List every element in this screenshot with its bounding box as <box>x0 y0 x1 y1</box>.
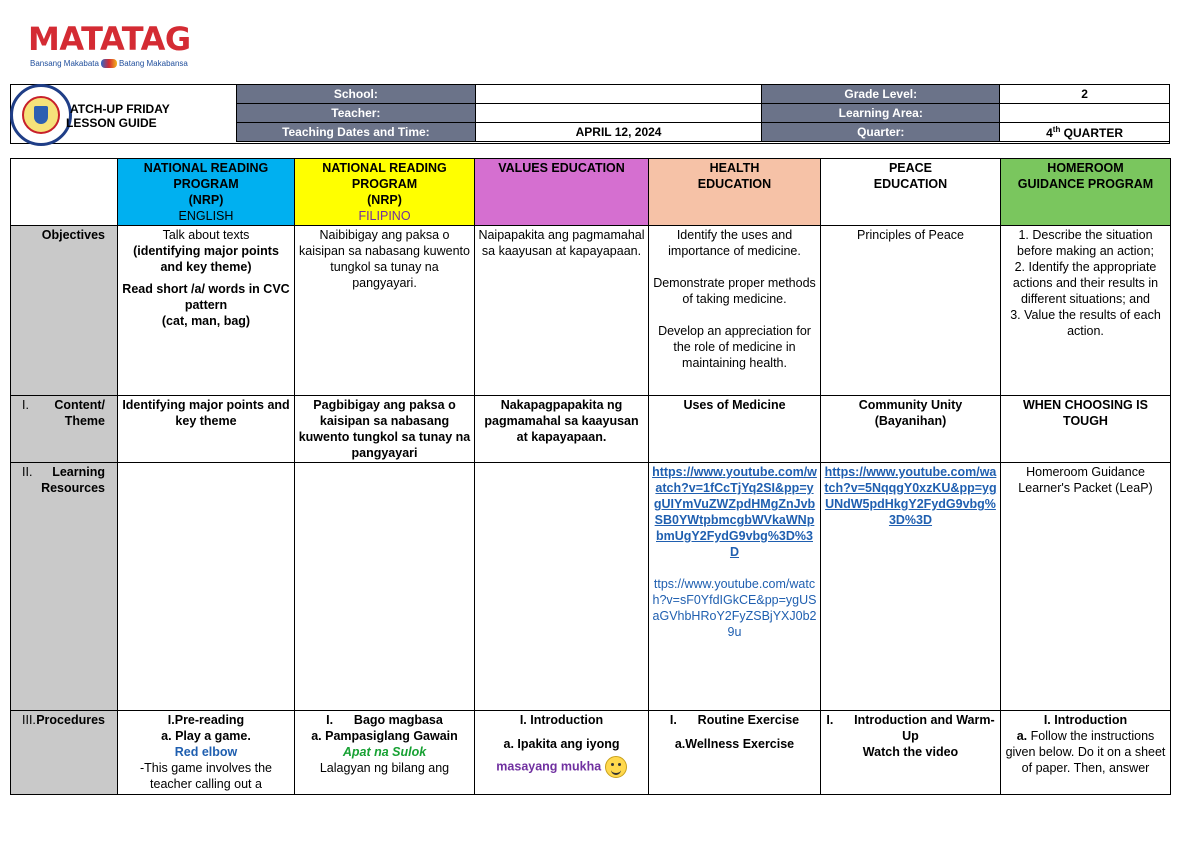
lesson-guide-title <box>66 102 170 130</box>
objectives-filipino: Naibibigay ang paksa o kaisipan sa nabasang kuwento tungkol sa tunay na pangyayari. <box>295 226 475 396</box>
hands-icon <box>101 59 117 68</box>
col-header-values-education: VALUES EDUCATION <box>475 159 649 226</box>
procedures-homeroom: I. Introduction a. Follow the instructions given below. Do it on a sheet of paper. Then, answer <box>1001 711 1171 795</box>
procedures-label: III. Procedures <box>11 711 118 795</box>
school-label: School: <box>237 85 476 104</box>
content-english: Identifying major points and key theme <box>118 396 295 463</box>
procedures-values: I. Introduction a. Ipakita ang iyong masayang mukha <box>475 711 649 795</box>
content-values: Nakapagpapakita ng pagmamahal sa kaayusan at kapayapaan. <box>475 396 649 463</box>
grade-level-label: Grade Level: <box>762 85 1000 104</box>
peace-video-link[interactable]: https://www.youtube.com/watch?v=5NqqgY0xzKU&pp=ygUNdW5pdHkgY2FydG9vbg%3D%3D <box>824 465 997 527</box>
objectives-english: Talk about texts (identifying major points and key theme) Read short /a/ words in CVC pattern (cat, man, bag) <box>118 226 295 396</box>
teacher-label: Teacher: <box>237 104 476 123</box>
resources-row <box>11 463 1171 711</box>
title-line-1: ATCH-UP FRIDAY <box>70 102 170 116</box>
resources-peace <box>821 463 1001 711</box>
quarter-label: Quarter: <box>762 123 1000 142</box>
teacher-value <box>475 104 762 123</box>
objectives-peace: Principles of Peace <box>821 226 1001 396</box>
content-filipino: Pagbibigay ang paksa o kaisipan sa nabasang kuwento tungkol sa tunay na pangyayari <box>295 396 475 463</box>
health-video-link-1[interactable]: https://www.youtube.com/watch?v=1fCcTjYq2SI&pp=ygUIYmVuZWZpdHMgZnJvbSB0YWtpbmcgbWVkaWNpbmUgY2FydG9vbg%3D%3D <box>652 465 817 559</box>
col-header-health-education: HEALTH EDUCATION <box>649 159 821 226</box>
content-label: I. Content/ Theme <box>11 396 118 463</box>
title-line-2: LESSON GUIDE <box>66 116 157 130</box>
column-header-row <box>11 159 1171 226</box>
resources-english <box>118 463 295 711</box>
grade-level-value: 2 <box>1000 85 1170 104</box>
matatag-logo <box>28 22 198 72</box>
resources-label: II. Learning Resources <box>11 463 118 711</box>
deped-seal-icon <box>10 84 72 146</box>
objectives-values: Naipapakita ang pagmamahal sa kaayusan at kapayapaan. <box>475 226 649 396</box>
health-video-link-2[interactable]: ttps://www.youtube.com/watch?v=sF0YfdIGkCE&pp=ygUSaGVhbHRoY2FyZSBjYXJ0b29u <box>652 577 817 639</box>
objectives-homeroom: 1. Describe the situation before making an action; 2. Identify the appropriate actions and their results in different situations; and 3. Value the results of each action. <box>1001 226 1171 396</box>
smiley-face-icon <box>605 756 627 778</box>
brand-name: MATATAG <box>28 20 191 58</box>
col-header-nrp-english: NATIONAL READING PROGRAM (NRP) ENGLISH <box>118 159 295 226</box>
learning-area-value <box>1000 104 1170 123</box>
col-header-peace-education: PEACE EDUCATION <box>821 159 1001 226</box>
procedures-english: I.Pre-reading a. Play a game. Red elbow -This game involves the teacher calling out a <box>118 711 295 795</box>
resources-health <box>649 463 821 711</box>
corner-cell <box>11 159 118 226</box>
resources-filipino <box>295 463 475 711</box>
resources-values <box>475 463 649 711</box>
tagline-right: Batang Makabansa <box>118 59 188 68</box>
objectives-health: Identify the uses and importance of medicine. Demonstrate proper methods of taking medicine. Develop an appreciation for the role of medicine in maintaining health. <box>649 226 821 396</box>
teaching-dates-value: APRIL 12, 2024 <box>475 123 762 142</box>
resources-homeroom: Homeroom Guidance Learner's Packet (LeaP) <box>1001 463 1171 711</box>
teaching-dates-label: Teaching Dates and Time: <box>237 123 476 142</box>
procedures-peace: I. Introduction and Warm-Up Watch the video <box>821 711 1001 795</box>
content-row <box>11 396 1171 463</box>
tagline-left: Bansang Makabata <box>30 59 99 68</box>
objectives-row <box>11 226 1171 396</box>
content-health: Uses of Medicine <box>649 396 821 463</box>
school-value <box>475 85 762 104</box>
col-header-nrp-filipino: NATIONAL READING PROGRAM (NRP) FILIPINO <box>295 159 475 226</box>
procedures-filipino: I. Bago magbasa a. Pampasiglang Gawain Apat na Sulok Lalagyan ng bilang ang <box>295 711 475 795</box>
content-homeroom: WHEN CHOOSING IS TOUGH <box>1001 396 1171 463</box>
col-header-homeroom: HOMEROOM GUIDANCE PROGRAM <box>1001 159 1171 226</box>
content-peace: Community Unity (Bayanihan) <box>821 396 1001 463</box>
procedures-row <box>11 711 1171 795</box>
quarter-value: 4th QUARTER <box>1000 123 1170 142</box>
header-info-table <box>236 84 1170 142</box>
learning-area-label: Learning Area: <box>762 104 1000 123</box>
objectives-label: Objectives <box>11 226 118 396</box>
brand-tagline <box>30 59 188 68</box>
procedures-health: I. Routine Exercise a.Wellness Exercise <box>649 711 821 795</box>
lesson-plan-table <box>10 158 1171 795</box>
